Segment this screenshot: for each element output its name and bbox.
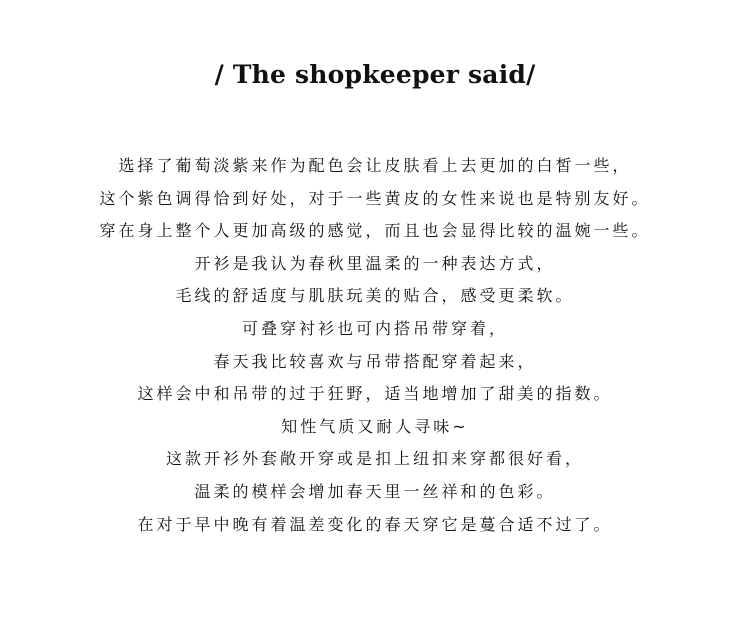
description-text: [0, 154, 750, 545]
text-line: 这样会中和吊带的过于狂野，适当地增加了甜美的指数。: [137, 384, 613, 404]
text-line: 这款开衫外套敞开穿或是扣上纽扣来穿都很好看，: [165, 449, 584, 469]
text-line: 穿在身上整个人更加高级的感觉，而且也会显得比较的温婉一些。: [99, 221, 651, 241]
text-line: 在对于早中晚有着温差变化的春天穿它是蔓合适不过了。: [137, 514, 613, 534]
text-line: 毛线的舒适度与肌肤玩美的贴合，感受更柔软。: [175, 286, 575, 306]
text-line: 这个紫色调得恰到好处，对于一些黄皮的女性来说也是特别友好。: [99, 188, 651, 208]
text-line: 温柔的模样会增加春天里一丝祥和的色彩。: [194, 481, 556, 501]
page-title: / The shopkeeper said/: [214, 60, 536, 89]
text-line: 春天我比较喜欢与吊带搭配穿着起来，: [213, 351, 537, 371]
text-line: 选择了葡萄淡紫来作为配色会让皮肤看上去更加的白皙一些，: [118, 156, 632, 175]
text-line: 开衫是我认为春秋里温柔的一种表达方式，: [194, 253, 556, 273]
text-line: 知性气质又耐人寻味~: [281, 416, 469, 436]
text-line: 可叠穿衬衫也可内搭吊带穿着，: [241, 318, 508, 338]
